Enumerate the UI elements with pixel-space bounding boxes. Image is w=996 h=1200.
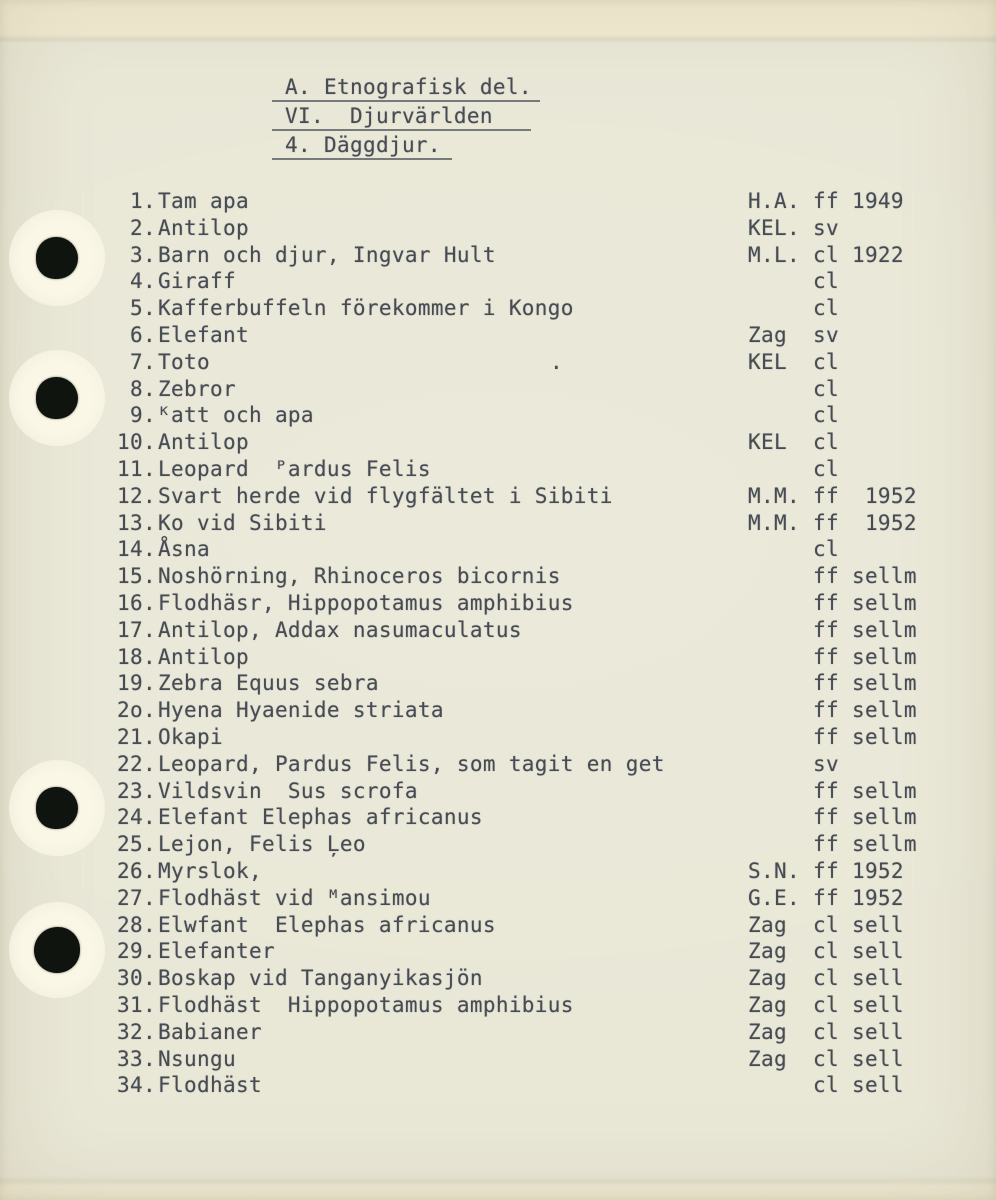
item-annotation: Zag cl sell [748, 912, 904, 937]
item-annotation: cl [748, 456, 839, 481]
item-number: 21. [117, 724, 156, 749]
item-label: Flodhäst [158, 1073, 262, 1098]
list-item [0, 456, 996, 483]
item-number: 19. [117, 671, 156, 696]
item-number: 1. [130, 189, 156, 213]
item-annotation: ff sellm [748, 644, 917, 669]
item-label: Flodhäsr, Hippopotamus amphibius [158, 590, 574, 615]
list-item [0, 965, 996, 992]
item-number: 11. [117, 456, 156, 481]
list-item [0, 912, 996, 939]
item-number: 6. [130, 322, 156, 347]
item-number: 15. [117, 564, 156, 589]
list-item [0, 322, 996, 349]
item-annotation: M.L. cl 1922 [748, 242, 904, 267]
list-item [0, 644, 996, 671]
list-item [0, 188, 996, 215]
list-item [0, 483, 996, 510]
item-label: Myrslok, [158, 858, 262, 883]
item-annotation: cl [748, 296, 839, 321]
item-annotation: Zag sv [748, 322, 839, 347]
item-label: Babianer [158, 1019, 262, 1044]
list-item [0, 724, 996, 751]
item-number: 13. [117, 510, 156, 535]
item-annotation: ff sellm [748, 778, 917, 803]
item-label: Svart herde vid flygfältet i Sibiti [158, 483, 613, 508]
item-label: Ko vid Sibiti [158, 510, 327, 535]
item-label: Nsungu [158, 1046, 236, 1071]
list-item [0, 268, 996, 295]
item-label: Noshörning, Rhinoceros bicornis [158, 564, 561, 589]
item-label: Kafferbuffeln förekommer i Kongo [158, 296, 574, 321]
item-label: Elefanter [158, 939, 275, 964]
list-item [0, 617, 996, 644]
item-number: 22. [117, 751, 156, 776]
item-label: Toto [158, 349, 210, 374]
item-label: ᴷatt och apa [158, 403, 314, 428]
item-label: Zebror [158, 376, 236, 401]
item-label: Hyena Hyaenide striata [158, 698, 444, 723]
list-item [0, 1019, 996, 1046]
item-annotation: KEL cl [748, 349, 839, 374]
item-annotation: cl [748, 269, 839, 294]
item-number: 23. [117, 778, 156, 803]
item-number: 14. [117, 537, 156, 562]
item-number: 3. [130, 242, 156, 267]
list-item [0, 536, 996, 563]
list-item [0, 429, 996, 456]
item-label: Leopard, Pardus Felis, som tagit en get [158, 751, 665, 776]
item-annotation: M.M. ff 1952 [748, 483, 917, 508]
item-number: 30. [117, 966, 156, 991]
list-item [0, 242, 996, 269]
item-label: Lejon, Felis Ļeo [158, 832, 366, 857]
item-annotation: M.M. ff 1952 [748, 510, 917, 535]
list-item [0, 1046, 996, 1073]
list-item [0, 697, 996, 724]
item-annotation: ff sellm [748, 590, 917, 615]
item-number: 18. [117, 644, 156, 669]
item-annotation: ff sellm [748, 617, 917, 642]
item-label: Leopard ᴾardus Felis [158, 456, 431, 481]
list-item [0, 402, 996, 429]
item-annotation: ff sellm [748, 805, 917, 830]
item-annotation: ff sellm [748, 724, 917, 749]
list-item [0, 670, 996, 697]
item-label: Zebra Equus sebra [158, 671, 379, 696]
item-number: 29. [117, 939, 156, 964]
list-item [0, 215, 996, 242]
list-item [0, 992, 996, 1019]
item-number: 28. [117, 912, 156, 937]
item-label: Elefant [158, 322, 249, 347]
item-annotation: KEL cl [748, 430, 839, 455]
list-item [0, 1072, 996, 1099]
item-number: 5. [130, 296, 156, 321]
item-number: 34. [117, 1073, 156, 1098]
list-item [0, 590, 996, 617]
list-item [0, 938, 996, 965]
item-label: Giraff [158, 269, 236, 294]
item-number: 25. [117, 832, 156, 857]
list-item [0, 376, 996, 403]
item-annotation: ff sellm [748, 671, 917, 696]
item-annotation: G.E. ff 1952 [748, 885, 904, 910]
item-annotation: ff sellm [748, 698, 917, 723]
item-annotation: Zag cl sell [748, 1046, 904, 1071]
item-label: Åsna [158, 537, 210, 562]
header-subsection-title: 4. Däggdjur. [272, 134, 452, 160]
header-chapter-title: VI. Djurvärlden [272, 105, 531, 131]
list-item [0, 751, 996, 778]
item-number: 24. [117, 805, 156, 830]
document-header [272, 76, 540, 163]
list-item [0, 831, 996, 858]
list-item [0, 510, 996, 537]
item-annotation: sv [748, 751, 839, 776]
item-annotation: ff sellm [748, 832, 917, 857]
item-number: 7. [130, 349, 156, 374]
item-annotation: S.N. ff 1952 [748, 858, 904, 883]
item-number: 12. [117, 483, 156, 508]
item-number: 33. [117, 1046, 156, 1071]
item-label: Boskap vid Tanganyikasjön [158, 966, 483, 991]
item-annotation: cl [748, 537, 839, 562]
item-number: 16. [117, 590, 156, 615]
item-label: Antilop [158, 644, 249, 669]
item-number: 4. [130, 269, 156, 294]
item-number: 2. [130, 215, 156, 240]
item-annotation: Zag cl sell [748, 992, 904, 1017]
item-label: Barn och djur, Ingvar Hult [158, 242, 496, 267]
item-number: 8. [130, 376, 156, 401]
item-label: Okapi [158, 724, 223, 749]
list-item [0, 349, 996, 376]
header-section-title: A. Etnografisk del. [272, 76, 540, 102]
item-label: Elwfant Elephas africanus [158, 912, 496, 937]
item-number: 27. [117, 885, 156, 910]
item-label: Elefant Elephas africanus [158, 805, 483, 830]
item-number: 10. [117, 430, 156, 455]
item-annotation: cl [748, 403, 839, 428]
item-annotation: Zag cl sell [748, 1019, 904, 1044]
item-annotation: KEL. sv [748, 215, 839, 240]
item-number: 32. [117, 1019, 156, 1044]
item-number: 2o. [117, 698, 156, 723]
item-label: Antilop [158, 215, 249, 240]
item-annotation: Zag cl sell [748, 966, 904, 991]
item-list [0, 188, 996, 1099]
item-number: 17. [117, 617, 156, 642]
list-item [0, 778, 996, 805]
list-item [0, 858, 996, 885]
list-item [0, 804, 996, 831]
item-annotation: Zag cl sell [748, 939, 904, 964]
item-number: 26. [117, 858, 156, 883]
item-label: Antilop [158, 430, 249, 455]
item-label: Tam apa [158, 189, 249, 213]
item-annotation: H.A. ff 1949 [748, 189, 904, 213]
list-item [0, 295, 996, 322]
item-number: 31. [117, 992, 156, 1017]
item-annotation: ff sellm [748, 564, 917, 589]
item-annotation: cl [748, 376, 839, 401]
item-label: Flodhäst vid ᴹansimou [158, 885, 431, 910]
item-annotation: cl sell [748, 1073, 904, 1098]
list-item [0, 885, 996, 912]
list-item [0, 563, 996, 590]
item-label: Vildsvin Sus scrofa [158, 778, 418, 803]
item-number: 9. [130, 403, 156, 428]
stray-period-mark: . [550, 350, 563, 374]
item-label: Flodhäst Hippopotamus amphibius [158, 992, 574, 1017]
item-label: Antilop, Addax nasumaculatus [158, 617, 522, 642]
